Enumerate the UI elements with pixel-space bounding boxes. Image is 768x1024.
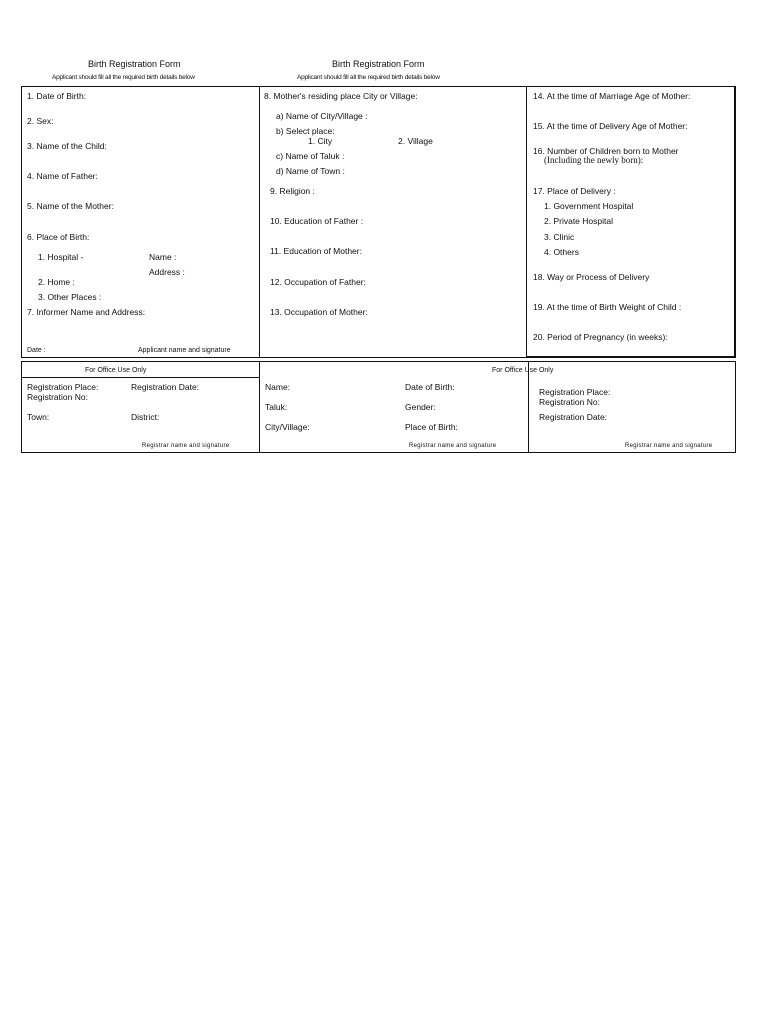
applicant-signature[interactable]: Applicant name and signature xyxy=(138,347,231,354)
field-taluk-name[interactable]: c) Name of Taluk : xyxy=(276,151,345,161)
field-town-name[interactable]: d) Name of Town : xyxy=(276,166,345,176)
office-top-border xyxy=(21,361,736,362)
office-right-registration-no[interactable]: Registration No: xyxy=(539,397,600,407)
field-mother-residence: 8. Mother's residing place City or Village: xyxy=(264,91,418,101)
office-title-mid: For Office Use Only xyxy=(492,367,554,374)
office-right-border xyxy=(735,361,736,453)
field-place-of-birth: 6. Place of Birth: xyxy=(27,232,90,242)
field-marriage-age[interactable]: 14. At the time of Marriage Age of Mother: xyxy=(533,91,691,101)
field-religion[interactable]: 9. Religion : xyxy=(270,186,315,196)
option-city[interactable]: 1. City xyxy=(308,136,333,146)
field-date[interactable]: Date : xyxy=(27,347,46,354)
office-right-registration-date[interactable]: Registration Date: xyxy=(539,412,608,422)
office-gender[interactable]: Gender: xyxy=(405,402,436,412)
column-divider-1 xyxy=(259,86,260,358)
office-left-signature[interactable]: Registrar name and signature xyxy=(142,443,230,449)
office-divider-2 xyxy=(528,361,529,453)
field-children-count[interactable]: 16. Number of Children born to Mother xyxy=(533,146,679,156)
office-town[interactable]: Town: xyxy=(27,412,50,422)
office-mid-signature[interactable]: Registrar name and signature xyxy=(409,443,497,449)
form-subtitle-left: Applicant should fill all the required birth details below xyxy=(52,74,195,81)
office-registration-date[interactable]: Registration Date: xyxy=(131,382,200,392)
field-hospital-name[interactable]: Name : xyxy=(149,252,177,262)
office-date-of-birth[interactable]: Date of Birth: xyxy=(405,382,455,392)
office-title-left: For Office Use Only xyxy=(85,367,147,374)
field-city-village-name[interactable]: a) Name of City/Village : xyxy=(276,111,368,121)
option-hospital[interactable]: 1. Hospital - xyxy=(38,252,84,262)
option-home[interactable]: 2. Home : xyxy=(38,277,75,287)
office-place-of-birth[interactable]: Place of Birth: xyxy=(405,422,458,432)
field-delivery-age[interactable]: 15. At the time of Delivery Age of Mother: xyxy=(533,121,688,131)
field-father-education[interactable]: 10. Education of Father : xyxy=(270,216,364,226)
office-right-registration-place[interactable]: Registration Place: xyxy=(539,387,611,397)
office-registration-no[interactable]: Registration No: xyxy=(27,392,88,402)
field-birth-weight[interactable]: 19. At the time of Birth Weight of Child : xyxy=(533,302,682,312)
field-mother-name[interactable]: 5. Name of the Mother: xyxy=(27,201,114,211)
field-children-count-note: (Including the newly born): xyxy=(544,155,644,165)
office-left-title-underline xyxy=(21,377,259,378)
main-form-bottom-shadow xyxy=(527,356,736,358)
form-title-left: Birth Registration Form xyxy=(88,59,181,69)
office-divider-1 xyxy=(259,361,260,453)
office-right-signature[interactable]: Registrar name and signature xyxy=(625,443,713,449)
field-sex[interactable]: 2. Sex: xyxy=(27,116,54,126)
field-place-of-delivery: 17. Place of Delivery : xyxy=(533,186,616,196)
office-city-village[interactable]: City/Village: xyxy=(265,422,310,432)
option-village[interactable]: 2. Village xyxy=(398,136,433,146)
field-pregnancy-period[interactable]: 20. Period of Pregnancy (in weeks): xyxy=(533,332,668,342)
option-private-hospital[interactable]: 2. Private Hospital xyxy=(544,216,613,226)
office-district[interactable]: District: xyxy=(131,412,160,422)
field-father-name[interactable]: 4. Name of Father: xyxy=(27,171,98,181)
office-name[interactable]: Name: xyxy=(265,382,291,392)
column-divider-2 xyxy=(526,86,527,358)
office-taluk[interactable]: Taluk: xyxy=(265,402,288,412)
option-clinic[interactable]: 3. Clinic xyxy=(544,232,575,242)
office-bottom-border xyxy=(21,452,736,453)
option-government-hospital[interactable]: 1. Government Hospital xyxy=(544,201,634,211)
option-others[interactable]: 4. Others xyxy=(544,247,579,257)
office-registration-place[interactable]: Registration Place: xyxy=(27,382,99,392)
field-date-of-birth[interactable]: 1. Date of Birth: xyxy=(27,91,87,101)
field-informer[interactable]: 7. Informer Name and Address: xyxy=(27,307,146,317)
form-subtitle-mid: Applicant should fill all the required birth details below xyxy=(297,74,440,81)
form-title-mid: Birth Registration Form xyxy=(332,59,425,69)
field-mother-education[interactable]: 11. Education of Mother: xyxy=(270,246,362,256)
field-select-place: b) Select place: xyxy=(276,126,335,136)
field-mother-occupation[interactable]: 13. Occupation of Mother: xyxy=(270,307,368,317)
field-child-name[interactable]: 3. Name of the Child: xyxy=(27,141,107,151)
field-father-occupation[interactable]: 12. Occupation of Father: xyxy=(270,277,366,287)
option-other-places[interactable]: 3. Other Places : xyxy=(38,292,102,302)
field-delivery-process[interactable]: 18. Way or Process of Delivery xyxy=(533,272,650,282)
main-form-right-shadow xyxy=(734,86,736,358)
office-left-border xyxy=(21,361,22,453)
field-hospital-address[interactable]: Address : xyxy=(149,267,185,277)
